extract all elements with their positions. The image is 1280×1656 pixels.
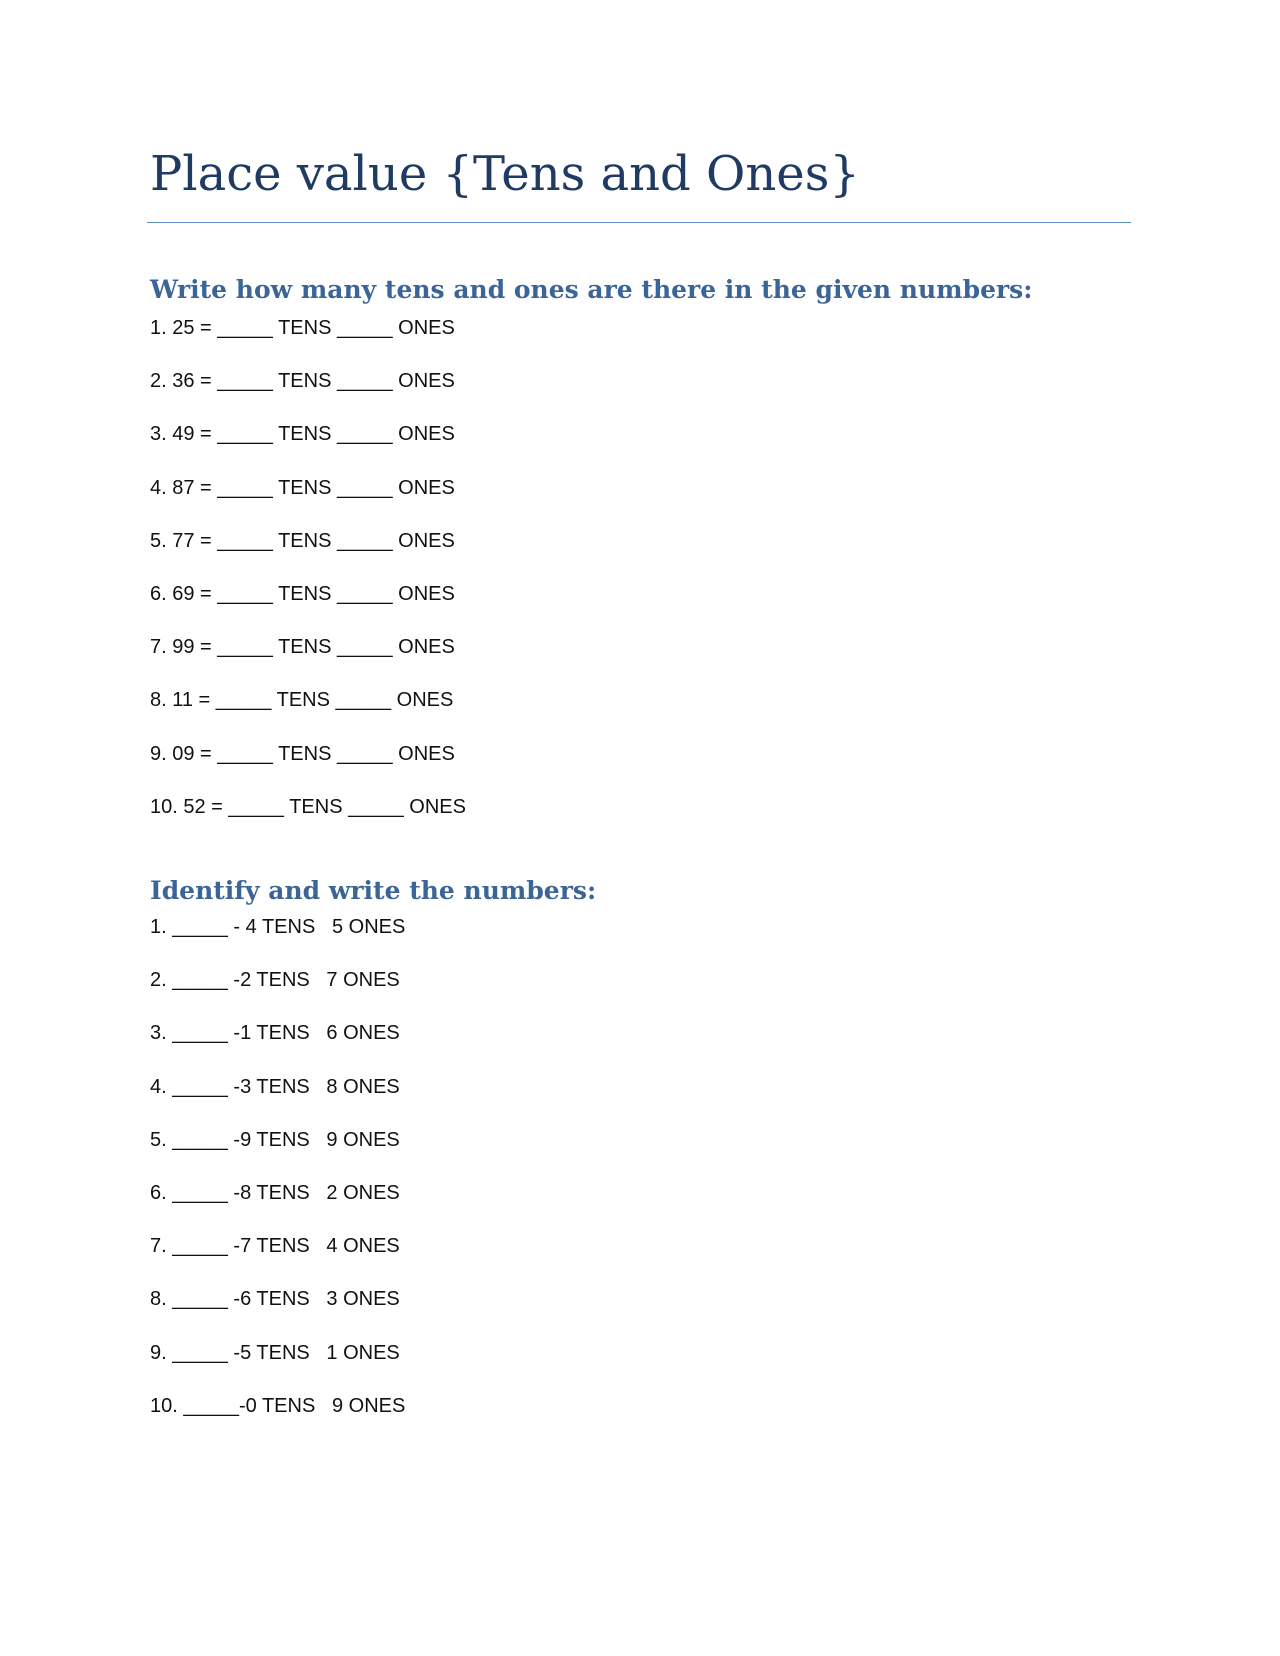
identify-numbers-question-list [150, 915, 405, 1447]
question-row: 9. _____ -5 TENS 1 ONES [150, 1341, 400, 1364]
question-row: 3. 49 = _____ TENS _____ ONES [150, 423, 455, 446]
question-row: 6. _____ -8 TENS 2 ONES [150, 1181, 400, 1204]
question-row: 5. 77 = _____ TENS _____ ONES [150, 529, 455, 552]
question-row: 5. _____ -9 TENS 9 ONES [150, 1128, 400, 1151]
question-row: 7. _____ -7 TENS 4 ONES [150, 1235, 400, 1258]
title-underline [147, 222, 1131, 223]
question-row: 7. 99 = _____ TENS _____ ONES [150, 636, 455, 659]
question-row: 1. _____ - 4 TENS 5 ONES [150, 916, 406, 938]
question-row: 8. _____ -6 TENS 3 ONES [150, 1288, 400, 1311]
question-row: 8. 11 = _____ TENS _____ ONES [150, 689, 454, 712]
question-row: 3. _____ -1 TENS 6 ONES [150, 1022, 400, 1045]
question-row: 9. 09 = _____ TENS _____ ONES [150, 742, 455, 765]
section-heading-identify-numbers: Identify and write the numbers: [150, 876, 597, 905]
question-row: 10. _____-0 TENS 9 ONES [150, 1394, 406, 1417]
tens-ones-question-list [150, 316, 466, 848]
question-row: 4. _____ -3 TENS 8 ONES [150, 1075, 400, 1098]
section-heading-tens-ones: Write how many tens and ones are there in the given numbers: [150, 275, 1033, 304]
question-row: 2. 36 = _____ TENS _____ ONES [150, 370, 455, 393]
question-row: 2. _____ -2 TENS 7 ONES [150, 969, 400, 992]
question-row: 10. 52 = _____ TENS _____ ONES [150, 795, 466, 818]
page-title: Place value {Tens and Ones} [150, 146, 860, 202]
question-row: 6. 69 = _____ TENS _____ ONES [150, 582, 455, 605]
question-row: 4. 87 = _____ TENS _____ ONES [150, 476, 455, 499]
question-row: 1. 25 = _____ TENS _____ ONES [150, 317, 455, 339]
